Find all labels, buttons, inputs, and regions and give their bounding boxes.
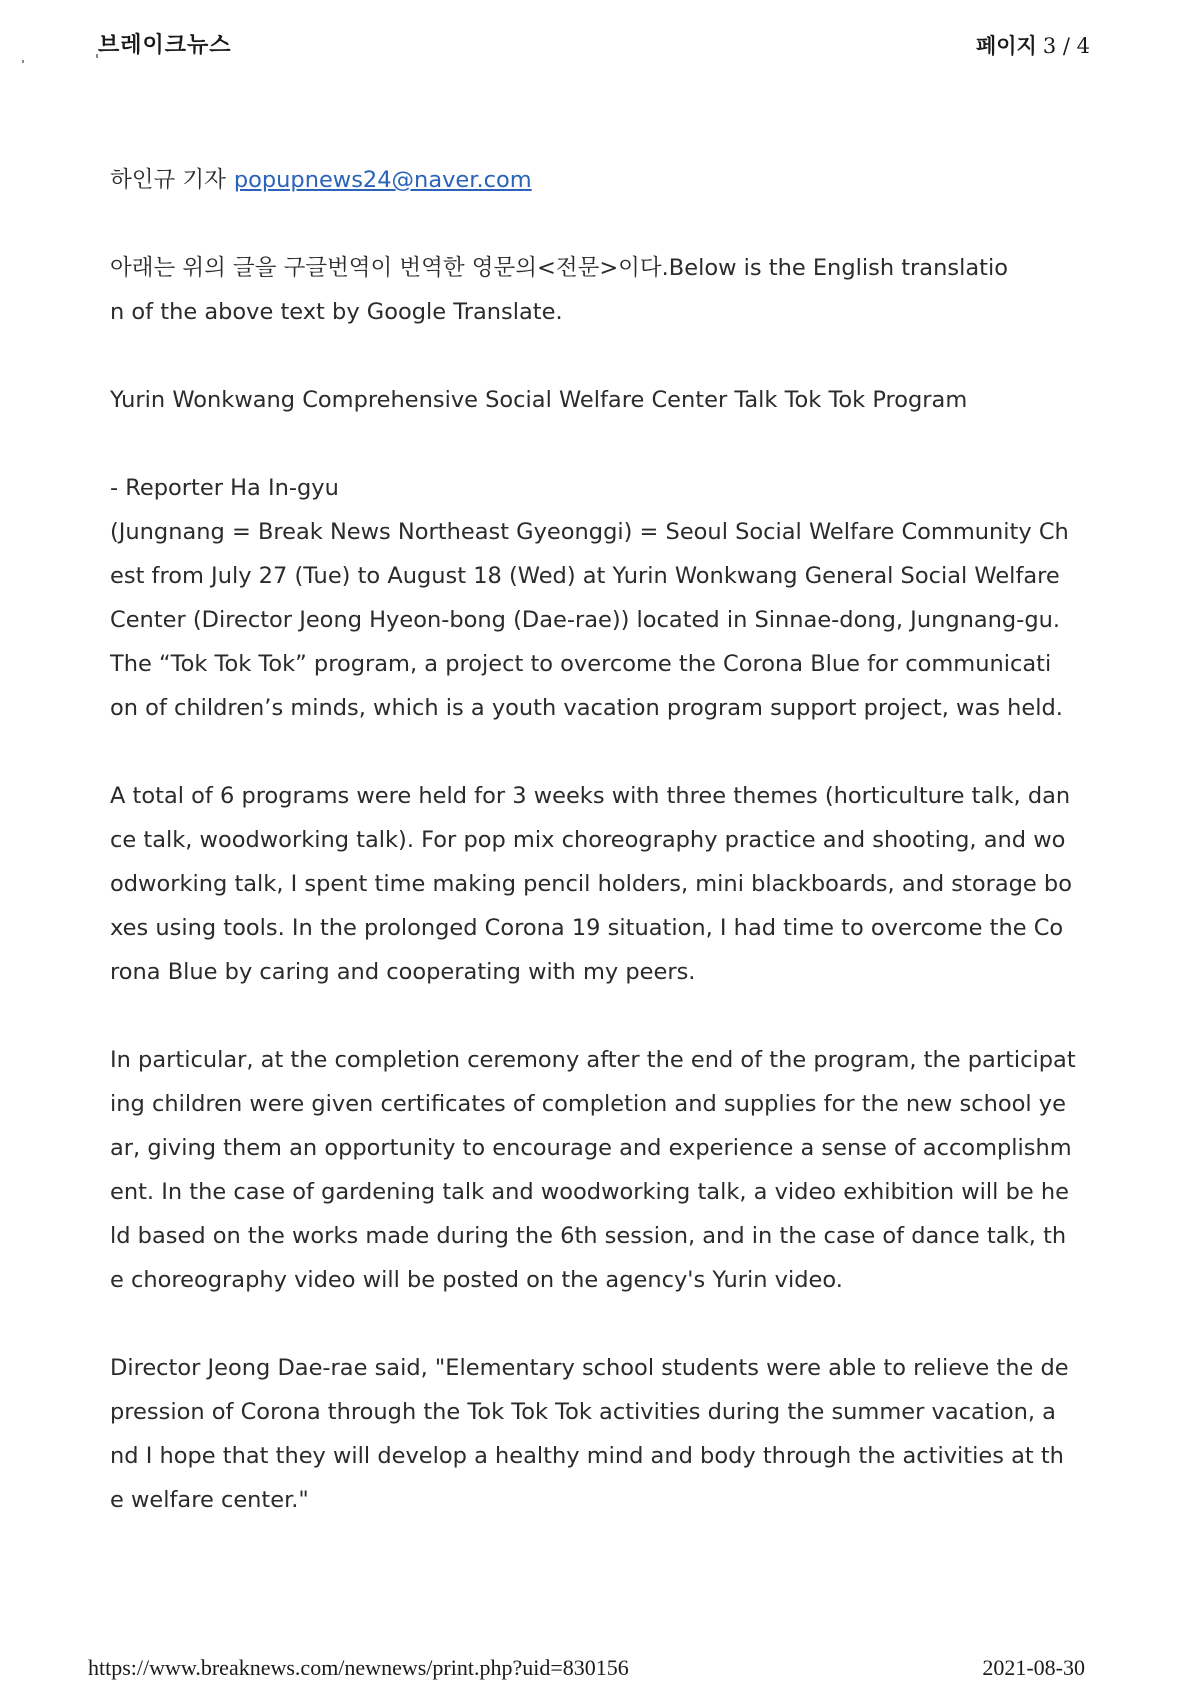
byline-email-link[interactable]: popupnews24@naver.com [233, 167, 532, 193]
footer-url: https://www.breaknews.com/newnews/print.php?uid=830156 [88, 1655, 629, 1680]
header-brand: 브레이크뉴스 [98, 33, 232, 58]
paragraph-1: (Jungnang = Break News Northeast Gyeonggi) = Seoul Social Welfare Community Ch est from July 27 (Tue) to August 18 (Wed) at Yurin Wonkwang General Social Welfare Center (Director Jeong Hyeon-bong (Dae-rae)) located in Sinnae-dong, Jungnang-gu. The “Tok Tok Tok” program, a project to overcome the Corona Blue for communicati on of children’s minds, which is a youth vacation program support project, was held. [110, 519, 1069, 721]
reporter-line: - Reporter Ha In-gyu [110, 475, 339, 501]
page-number: 3 / 4 [1042, 34, 1090, 58]
paragraph-2: A total of 6 programs were held for 3 weeks with three themes (horticulture talk, dan ce talk, woodworking talk). For pop mix choreography practice and shooting, and wo odworking talk, I spent time making pencil holders, mini blackboards, and storage bo xes using tools. In the prolonged Corona 19 situation, I had time to overcome the Co rona Blue by caring and cooperating with my peers. [110, 783, 1072, 985]
paragraph-3: In particular, at the completion ceremony after the end of the program, the participat ing children were given certificates of completion and supplies for the new school ye ar, giving them an opportunity to encourage and experience a sense of accomplishm ent. In the case of gardening talk and woodworking talk, a video exhibition will be he ld based on the works made during the 6th session, and in the case of dance talk, th e choreography video will be posted on the agency's Yurin video. [110, 1047, 1076, 1293]
scan-speck [22, 60, 24, 63]
page-label: 페이지 [975, 34, 1037, 58]
footer-date: 2021-08-30 [982, 1655, 1085, 1680]
translation-intro: 아래는 위의 글을 구글번역이 번역한 영문의<전문>이다.Below is the English translatio n of the above text by Google Translate. [110, 255, 1008, 325]
paragraph-4: Director Jeong Dae-rae said, "Elementary school students were able to relieve the de pression of Corona through the Tok Tok Tok activities during the summer vacation, a nd I hope that they will develop a healthy mind and body through the activities at th e welfare center." [110, 1355, 1069, 1513]
byline-name: 하인규 기자 [110, 167, 226, 193]
article-title: Yurin Wonkwang Comprehensive Social Welfare Center Talk Tok Tok Program [110, 387, 968, 413]
article-body [110, 158, 1090, 1566]
byline [110, 158, 1090, 202]
header-page-indicator [976, 30, 1090, 60]
